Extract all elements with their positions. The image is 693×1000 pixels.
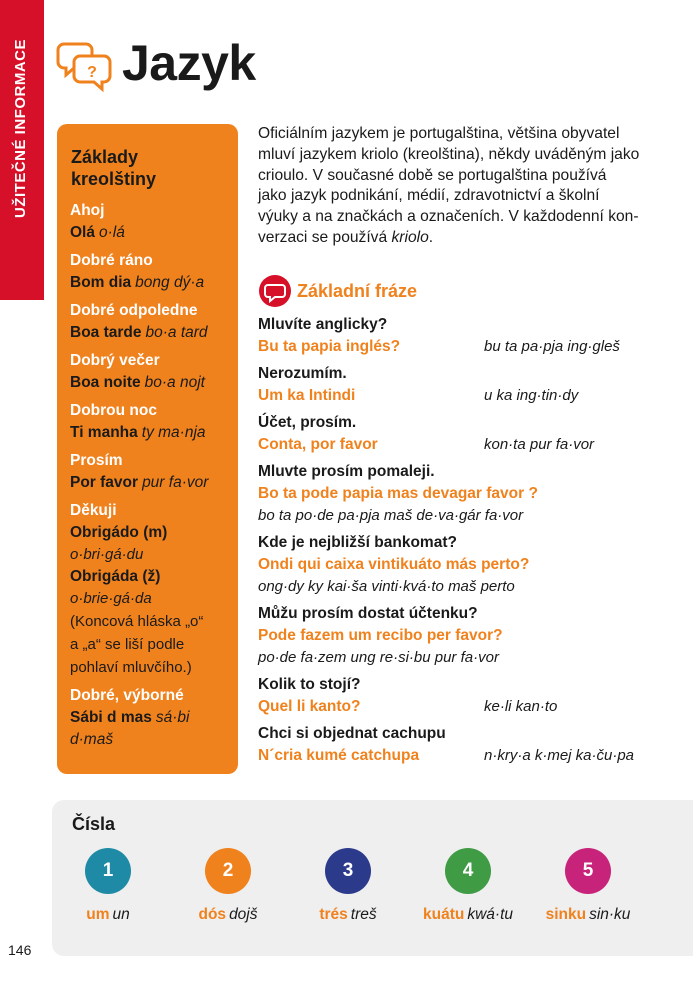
phrase-kriolo: Bo ta pode papia mas devagar favor ? xyxy=(258,485,538,502)
number-circle: 4 xyxy=(445,848,491,894)
page-title: Jazyk xyxy=(122,35,256,91)
thanks-note-line: pohlaví mluvčího.) xyxy=(70,659,192,676)
basics-item-kriolo: Por favor xyxy=(70,474,139,491)
basics-list xyxy=(70,200,230,757)
basics-item-pron: o·lá xyxy=(98,224,125,241)
basics-box-title xyxy=(71,146,156,190)
phrase-cz: Účet, prosím. xyxy=(258,414,357,431)
thanks-note-line: a „a“ se liší podle xyxy=(70,636,185,653)
phrase-cz: Mluvte prosím pomaleji. xyxy=(258,463,435,480)
speech-bubble-icon xyxy=(258,274,292,308)
phrase-pron: u ka ing·tin·dy xyxy=(484,387,579,404)
phrase-kriolo: Um ka Intindi xyxy=(258,387,356,404)
phrase-kriolo: Conta, por favor xyxy=(258,436,378,453)
phrase-pron: ong·dy ky kai·ša vinti·kvá·to maš perto xyxy=(258,578,515,595)
number-item xyxy=(168,848,288,924)
thanks-masculine-pron: o·bri·gá·du xyxy=(70,546,144,563)
numbers-title: Čísla xyxy=(72,814,116,834)
phrases-title: Základní fráze xyxy=(297,280,418,301)
basics-item xyxy=(70,450,230,494)
number-word: um xyxy=(86,906,110,923)
basics-item-cz: Ahoj xyxy=(70,202,105,219)
basics-item-pron: pur fa·vor xyxy=(142,474,209,491)
number-pron: treš xyxy=(350,906,377,923)
number-item xyxy=(408,848,528,924)
page-number: 146 xyxy=(8,942,32,958)
number-pron: un xyxy=(112,906,130,923)
basics-box-title-line1: Základy xyxy=(71,147,139,167)
speech-bubbles-icon xyxy=(56,38,112,92)
phrase-pron: kon·ta pur fa·vor xyxy=(484,436,595,453)
basics-item-kriolo: Sábi d mas xyxy=(70,709,152,726)
basics-item-pron: bo·a tard xyxy=(145,324,208,341)
number-word: trés xyxy=(319,906,348,923)
svg-text:?: ? xyxy=(87,64,97,81)
basics-item-cz: Dobrý večer xyxy=(70,352,160,369)
basics-item-kriolo: Boa tarde xyxy=(70,324,142,341)
intro-line xyxy=(258,228,653,249)
basics-item xyxy=(70,200,230,244)
phrase-pron: bu ta pa·pja ing·gleš xyxy=(484,338,620,355)
phrase-pron: po·de fa·zem ung re·si·bu pur fa·vor xyxy=(258,649,499,666)
phrase-item xyxy=(258,532,658,598)
basics-item-pron: bong dý·a xyxy=(135,274,205,291)
phrase-cz: Mluvíte anglicky? xyxy=(258,316,388,333)
phrase-item xyxy=(258,412,658,456)
phrase-item xyxy=(258,363,658,407)
basics-item xyxy=(70,685,230,751)
phrase-cz: Chci si objednat cachupu xyxy=(258,725,446,742)
number-word: dós xyxy=(198,906,227,923)
phrase-item xyxy=(258,674,658,718)
basics-item-kriolo: Ti manha xyxy=(70,424,138,441)
basics-item-cz: Prosím xyxy=(70,452,123,469)
basics-item-pron: sá·bi d·maš xyxy=(70,709,190,748)
phrase-kriolo: Pode fazem um recibo per favor? xyxy=(258,627,503,644)
phrase-pron: ke·li kan·to xyxy=(484,698,558,715)
numbers-panel xyxy=(52,800,693,956)
intro-line: crioulo. V současné době se portugalština používá xyxy=(258,166,607,184)
number-pron: dojš xyxy=(229,906,258,923)
sidebar-section-label: UŽITEČNÉ INFORMACE xyxy=(12,39,29,218)
basics-box-title-line2: kreolštiny xyxy=(71,169,157,189)
intro-line: mluví jazykem kriolo (kreolština), někdy uváděným jako xyxy=(258,145,640,163)
phrase-kriolo: Quel li kanto? xyxy=(258,698,361,715)
intro-italic-term: kriolo xyxy=(391,228,429,246)
basics-item-cz: Dobrou noc xyxy=(70,402,157,419)
basics-item xyxy=(70,400,230,444)
phrase-pron: bo ta po·de pa·pja maš de·va·gár fa·vor xyxy=(258,507,524,524)
basics-item xyxy=(70,250,230,294)
phrase-item xyxy=(258,314,658,358)
thanks-masculine: Obrigádo (m) xyxy=(70,524,168,541)
phrase-kriolo: Ondi qui caixa vintikuáto más perto? xyxy=(258,556,530,573)
number-circle: 3 xyxy=(325,848,371,894)
phrase-cz: Nerozumím. xyxy=(258,365,347,382)
basics-item-pron: ty ma·nja xyxy=(141,424,206,441)
sidebar-tab-label: JAZYK xyxy=(12,246,29,298)
number-pron: sin·ku xyxy=(589,906,631,923)
phrase-item xyxy=(258,723,658,767)
number-item xyxy=(48,848,168,924)
phrase-cz: Kolik to stojí? xyxy=(258,676,361,693)
phrases-list xyxy=(258,314,658,772)
thanks-note-line: (Koncová hláska „o“ xyxy=(70,613,204,630)
basics-item-cz: Dobré ráno xyxy=(70,252,153,269)
phrase-kriolo: N´cria kumé catchupa xyxy=(258,747,420,764)
basics-item xyxy=(70,300,230,344)
basics-item-pron: bo·a nojt xyxy=(144,374,205,391)
basics-item xyxy=(70,350,230,394)
intro-text: . xyxy=(428,228,434,246)
number-word: kuátu xyxy=(423,906,465,923)
phrase-item xyxy=(258,461,658,527)
phrase-cz: Můžu prosím dostat účtenku? xyxy=(258,605,478,622)
basics-box xyxy=(57,124,238,774)
intro-line: Oficiálním jazykem je portugalština, většina obyvatel xyxy=(258,125,620,142)
number-pron: kwá·tu xyxy=(467,906,513,923)
thanks-feminine: Obrigáda (ž) xyxy=(70,568,161,585)
phrase-pron: n·kry·a k·mej ka·ču·pa xyxy=(484,747,635,764)
phrase-kriolo: Bu ta papia inglés? xyxy=(258,338,401,355)
phrase-item xyxy=(258,603,658,669)
phrase-cz: Kde je nejbližší bankomat? xyxy=(258,534,457,551)
thanks-feminine-pron: o·brie·gá·da xyxy=(70,590,152,607)
number-word: sinku xyxy=(545,906,587,923)
intro-text: verzaci se používá xyxy=(258,228,392,246)
basics-item-kriolo: Olá xyxy=(70,224,95,241)
number-item xyxy=(528,848,648,924)
number-circle: 1 xyxy=(85,848,131,894)
number-circle: 2 xyxy=(205,848,251,894)
intro-paragraph xyxy=(258,124,653,249)
number-circle: 5 xyxy=(565,848,611,894)
intro-line: výuky a na značkách a označeních. V každodenní kon- xyxy=(258,208,639,226)
number-item xyxy=(288,848,408,924)
intro-line: jako jazyk podnikání, médií, zdravotnictví a školní xyxy=(258,187,600,205)
basics-item-kriolo: Bom dia xyxy=(70,274,132,291)
basics-item-cz: Dobré, výborné xyxy=(70,687,184,704)
basics-item-cz: Děkuji xyxy=(70,502,117,519)
phrases-header xyxy=(258,274,417,308)
basics-item-thanks xyxy=(70,500,230,679)
basics-item-cz: Dobré odpoledne xyxy=(70,302,198,319)
basics-item-kriolo: Boa noite xyxy=(70,374,141,391)
